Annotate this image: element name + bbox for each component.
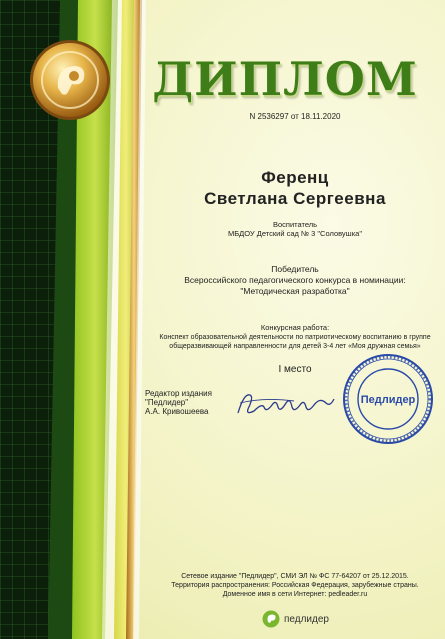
place-result: I место <box>278 364 312 375</box>
pedlider-logo-text: педлидер <box>284 613 329 625</box>
award-nomination: "Методическая разработка" <box>240 286 350 296</box>
recipient-name: Светлана Сергеевна <box>204 189 386 208</box>
footer-line2: Территория распространения: Российская Федерация, зарубежные страны. <box>171 582 419 589</box>
footer-line3: Доменное имя в сети Интернет: pedleader.ru <box>222 591 368 598</box>
recipient-surname: Ференц <box>261 168 329 187</box>
work-label: Конкурсная работа: <box>260 323 330 332</box>
diploma-title: ДИПЛОМ <box>152 52 418 106</box>
editor-publication: "Педлидер" <box>145 398 189 407</box>
footer-line1: Сетевое издание "Педлидер", СМИ ЭЛ № ФС 77-64207 от 25.12.2015. <box>181 573 409 580</box>
stamp-center-text: Педлидер <box>360 394 416 406</box>
gold-medal-icon <box>28 38 112 122</box>
editor-title: Редактор издания <box>145 389 212 398</box>
work-title-line2: общеразвивающей направленности для детей 3-4 лет «Моя дружная семья» <box>169 343 421 350</box>
award-contest: Всероссийского педагогического конкурса в номинации: <box>184 275 406 285</box>
official-stamp-seal <box>341 352 435 446</box>
editor-name: А.А. Кривошеева <box>145 407 209 416</box>
editor-signature <box>234 385 342 421</box>
diploma-number: N 2536297 от 18.11.2020 <box>249 112 341 121</box>
pedlider-logo-icon <box>262 610 280 628</box>
pedlider-logo <box>262 609 329 629</box>
award-status: Победитель <box>271 264 319 274</box>
position-role: Воспитатель <box>272 220 318 229</box>
position-organization: МБДОУ Детский сад № 3 "Соловушка" <box>228 229 362 238</box>
work-title-line1: Конспект образовательной деятельности по патриотическому воспитанию в группе <box>159 334 431 341</box>
